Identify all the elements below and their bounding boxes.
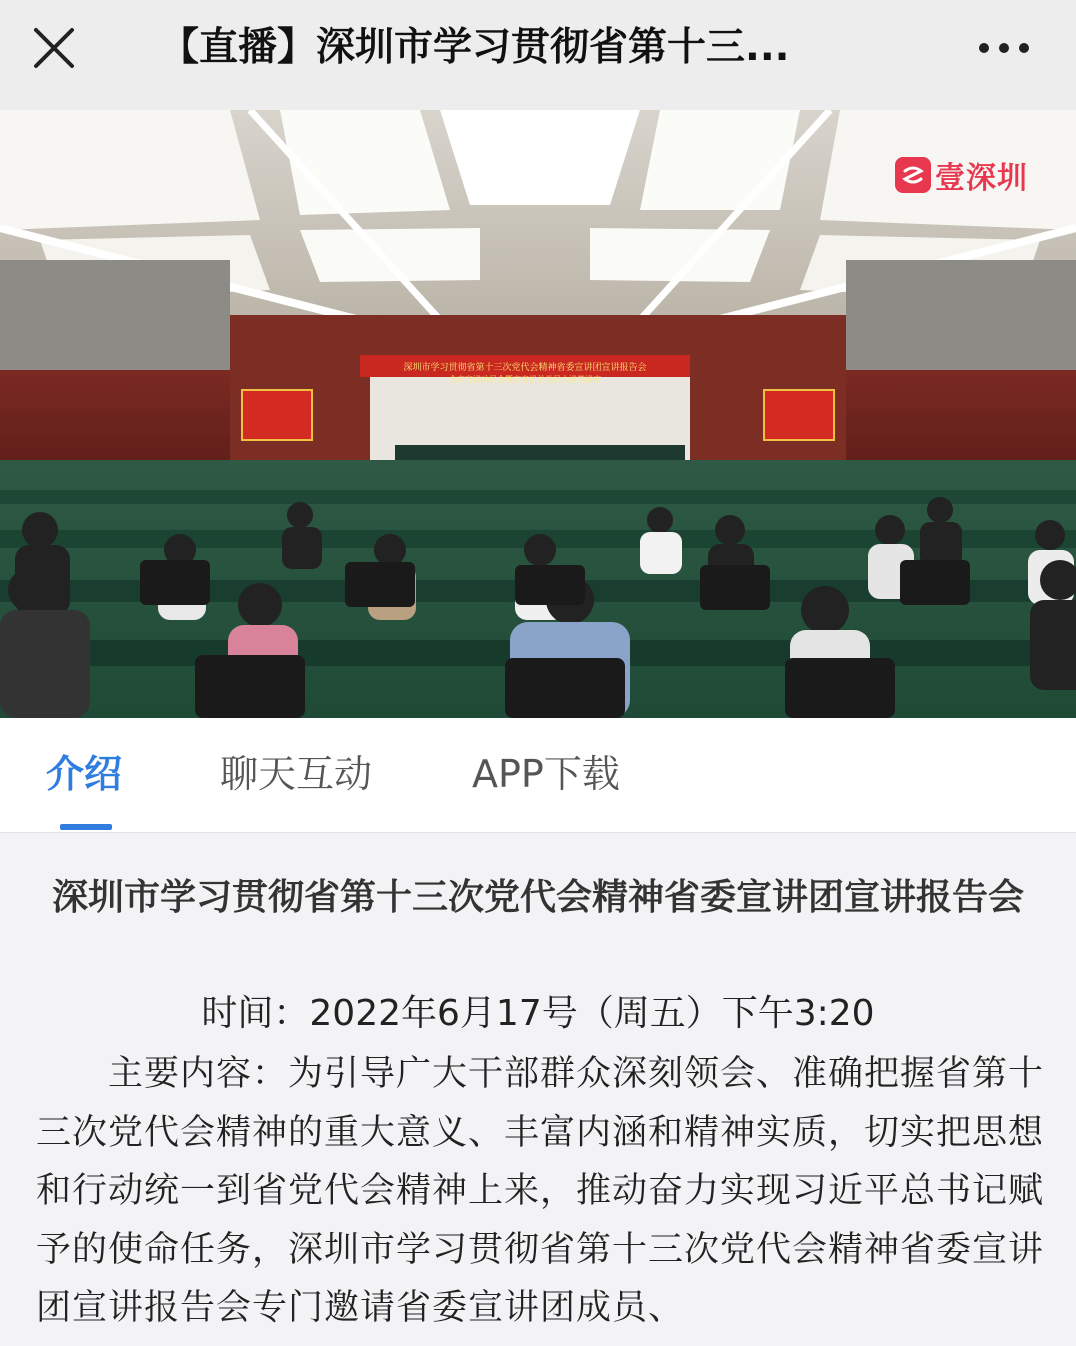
stage-banner-text-2: 全市宣讲动员会暨市直机关党员大讲堂讲座 — [449, 375, 601, 384]
watermark-text: 壹深圳 — [935, 161, 1028, 196]
tab-intro[interactable]: 介绍 — [46, 752, 123, 796]
active-tab-indicator — [60, 824, 112, 830]
intro-content — [0, 833, 1076, 1346]
tab-bar — [0, 718, 1076, 833]
event-description: 主要内容：为引导广大干部群众深刻领会、准确把握省第十三次党代会精神的重大意义、丰富内涵和精神实质，切实把思想和行动统一到省党代会精神上来，推动奋力实现习近平总书记赋予的使命任务，深圳市学习贯彻省第十三次党代会精神省委宣讲团宣讲报告会专门邀请省委宣讲团成员、 — [36, 1054, 1045, 1328]
tab-app-download[interactable]: APP下载 — [472, 752, 620, 796]
brand-logo-icon — [895, 157, 931, 193]
top-nav-bar — [0, 0, 1076, 110]
live-video-player[interactable] — [0, 110, 1076, 718]
event-headline: 深圳市学习贯彻省第十三次党代会精神省委宣讲团宣讲报告会 — [51, 877, 1024, 918]
conference-hall-image — [0, 110, 1076, 718]
tab-chat[interactable]: 聊天互动 — [220, 752, 373, 796]
more-options-icon[interactable] — [974, 22, 1034, 74]
event-time: 时间：2022年6月17号（周五）下午3:20 — [201, 993, 875, 1034]
watermark-logo — [895, 152, 1028, 198]
close-icon[interactable] — [28, 22, 80, 74]
stage-banner-text-1: 深圳市学习贯彻省第十三次党代会精神省委宣讲团宣讲报告会 — [403, 363, 647, 373]
page-title: 【直播】深圳市学习贯彻省第十三... — [160, 25, 790, 70]
